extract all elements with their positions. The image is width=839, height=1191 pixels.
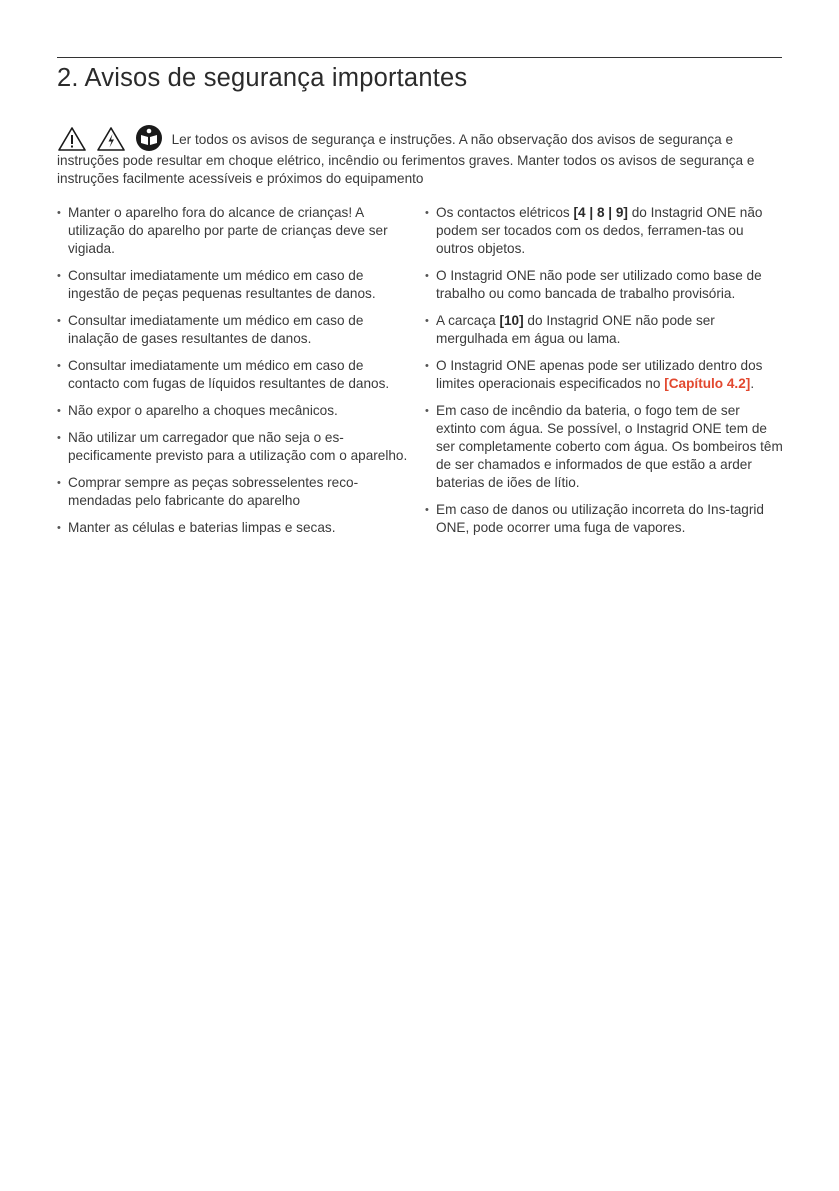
list-item xyxy=(425,204,783,258)
item-text: O Instagrid ONE apenas pode ser utilizado dentro dos limites operacionais especificados no xyxy=(436,358,763,391)
read-manual-icon xyxy=(135,124,163,152)
item-text: . xyxy=(750,376,755,391)
intro-paragraph xyxy=(57,124,782,188)
header-rule xyxy=(57,57,782,58)
list-item: • Manter as células e baterias limpas e secas. xyxy=(57,519,417,537)
list-item: • Consultar imediatamente um médico em caso de contacto com fugas de líquidos resultantes de danos. xyxy=(57,357,417,393)
right-column xyxy=(425,204,783,546)
list-item xyxy=(425,312,783,348)
chapter-link[interactable]: [Capítulo 4.2] xyxy=(664,376,751,391)
component-reference: [4 | 8 | 9] xyxy=(573,205,628,220)
page-title: 2. Avisos de segurança importantes xyxy=(57,64,468,92)
list-item: • Não utilizar um carregador que não seja o es-pecificamente previsto para a utilização com o aparelho. xyxy=(57,429,417,465)
item-text: do Instagrid ONE não pode ser mergulhada em água ou lama. xyxy=(436,313,715,346)
safety-icons xyxy=(57,124,168,152)
item-text: do Instagrid ONE não podem ser tocados com os dedos, ferramen-tas ou outros objetos. xyxy=(436,205,763,256)
item-text: A carcaça xyxy=(436,313,500,328)
list-item: • Não expor o aparelho a choques mecânicos. xyxy=(57,402,417,420)
list-item: • Em caso de incêndio da bateria, o fogo tem de ser extinto com água. Se possível, o Instagrid ONE tem de ser completamente coberto com água. Os bombeiros têm de ser chamados e informados de que estão a arder baterias de iões de lítio. xyxy=(425,402,783,492)
left-column xyxy=(57,204,417,546)
list-item: • Consultar imediatamente um médico em caso de inalação de gases resultantes de danos. xyxy=(57,312,417,348)
warning-triangle-icon xyxy=(57,126,87,152)
electric-hazard-icon xyxy=(96,126,126,152)
list-item: • Manter o aparelho fora do alcance de crianças! A utilização do aparelho por parte de crianças deve ser vigiada. xyxy=(57,204,417,258)
component-reference: [10] xyxy=(499,313,524,328)
list-item: • Consultar imediatamente um médico em caso de ingestão de peças pequenas resultantes de danos. xyxy=(57,267,417,303)
list-item xyxy=(425,357,783,393)
intro-text: Ler todos os avisos de segurança e instruções. A não observação dos avisos de segurança e instruções pode resultar em choque elétrico, incêndio ou ferimentos graves. Manter todos os avisos de segurança e instruções facilmente acessíveis e próximos do equipamento xyxy=(57,132,755,186)
list-item: • Comprar sempre as peças sobresselentes reco-mendadas pelo fabricante do aparelho xyxy=(57,474,417,510)
list-item: • O Instagrid ONE não pode ser utilizado como base de trabalho ou como bancada de trabalho provisória. xyxy=(425,267,783,303)
item-text: Os contactos elétricos xyxy=(436,205,574,220)
list-item: • Em caso de danos ou utilização incorreta do Ins-tagrid ONE, pode ocorrer uma fuga de vapores. xyxy=(425,501,783,537)
